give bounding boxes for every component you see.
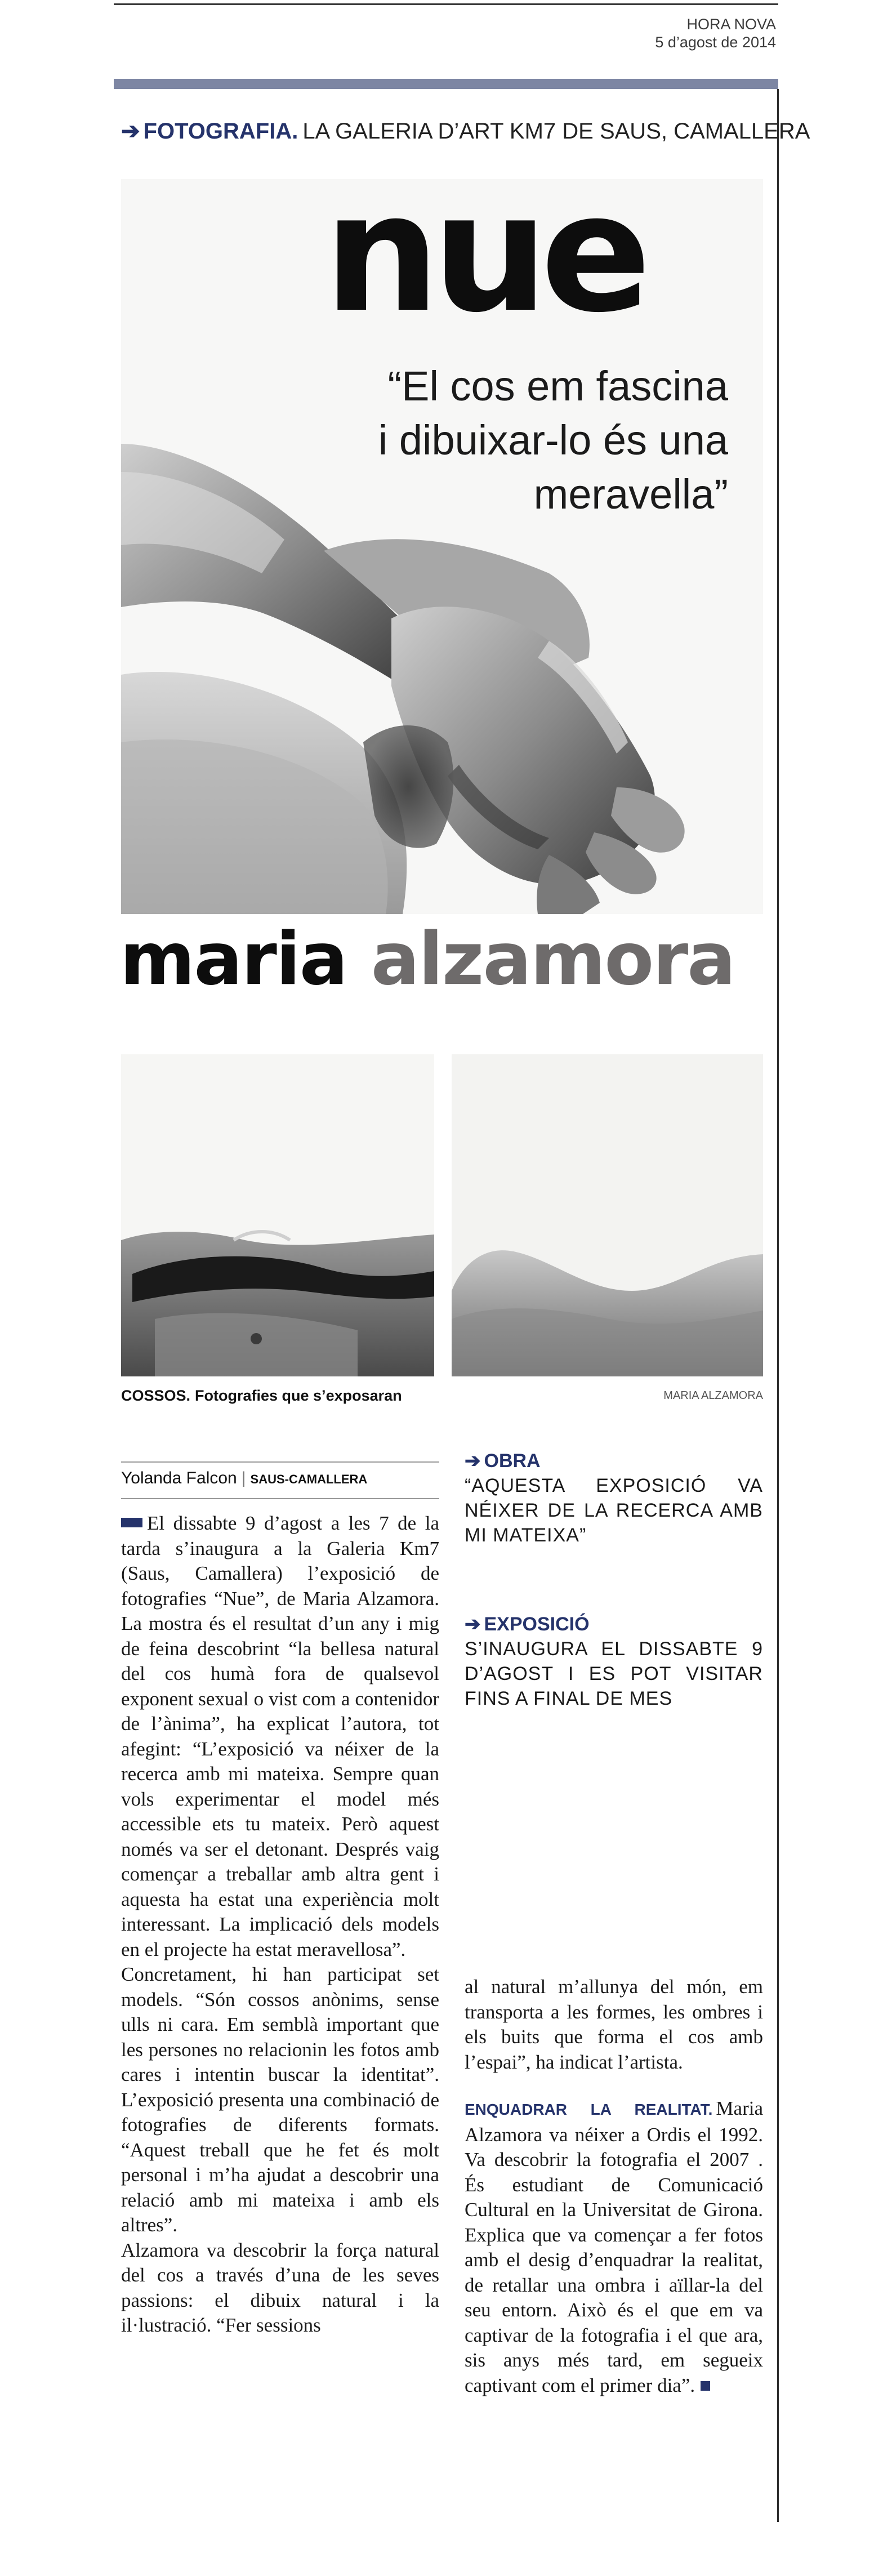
caption-text: Fotografies que s’exposaran: [195, 1387, 402, 1404]
caption-lead: COSSOS.: [121, 1387, 191, 1404]
byline-rule-bottom: [121, 1498, 439, 1499]
pull-quote-text: “AQUESTA EXPOSICIÓ VA NÉIXER DE LA RECERCA AMB MI MATEIXA”: [465, 1475, 763, 1546]
body-paragraph-text: El dissabte 9 d’agost a les 7 de la tarda s’inaugura a la Galeria Km7 (Saus, Camallera) l’exposició de fotografies “Nue”, de Maria Alzamora. La mostra és el resultat d’un any i mig de feina descobrint “la bellesa natural del cos humà fora de qualsevol exponent sexual o vist com a contenidor de l’ànima”, ha explicat l’autora, tot afegint: “L’exposició va néixer de la recerca amb mi mateixa. Sempre quan vols experimentar el model més accessible ets tu mateix. Però aquest només va ser el detonant. Després vaig començar a treballar amb altra gent i aquesta ha estat una experiència molt interessant. La implicació dels models en el projecte ha estat meravellosa”.: [121, 1512, 439, 1960]
back-photo-illustration: [452, 1054, 763, 1376]
byline: [121, 1469, 367, 1488]
body-paragraph: [121, 1511, 439, 1962]
author-name: [120, 917, 735, 1001]
body-photo-left: [121, 1054, 434, 1376]
hero-quote-line: meravella”: [533, 471, 728, 518]
hero-quote: [378, 359, 728, 522]
byline-separator: |: [241, 1469, 246, 1487]
byline-location: SAUS-CAMALLERA: [250, 1472, 368, 1486]
hero-quote-line: i dibuixar-lo és una: [378, 417, 728, 463]
pull-quote-obra: [465, 1449, 763, 1548]
publication-name: HORA NOVA: [686, 16, 776, 33]
byline-author: Yolanda Falcon: [121, 1469, 237, 1487]
hero-photo: [121, 179, 763, 914]
section-title: LA GALERIA D’ART KM7 DE SAUS, CAMALLERA: [302, 119, 810, 144]
column-rule: [777, 89, 779, 2522]
photo-caption: [121, 1387, 402, 1405]
pull-quote-kicker: EXPOSICIÓ: [484, 1614, 590, 1635]
body-paragraph: Alzamora va descobrir la força natural del cos a través d’una de les seves passions: el dibuix natural i la il·lustració. “Fer sessions: [121, 2239, 439, 2336]
arrow-right-icon: ➔: [465, 1450, 481, 1472]
article-body-right: [465, 1975, 763, 2398]
pull-quote-kicker: OBRA: [484, 1450, 541, 1472]
section-headline: [121, 118, 810, 144]
start-square-icon: [121, 1518, 142, 1527]
photo-credit: MARIA ALZAMORA: [663, 1389, 763, 1402]
arrow-right-icon: ➔: [121, 119, 140, 144]
torso-photo-illustration: [121, 1054, 434, 1376]
author-first-name: maria: [120, 917, 347, 1001]
pull-quote-exposicio: [465, 1612, 763, 1711]
hero-title: nue: [324, 179, 644, 349]
body-paragraph-text: Maria Alzamora va néixer a Ordis el 1992. Va descobrir la fotografia el 2007 . És estudiant de Comunicació Cultural en la Universitat de Girona. Explica que va començar a fer fotos amb el desig d’enquadrar la realitat, de retallar una ombra i aïllar-la del seu entorn. Això és el que em va captivar de la fotografia i el que ara, sis anys més tard, em segueix captivant com el primer dia”.: [465, 2097, 763, 2396]
hero-quote-line: “El cos em fascina: [387, 363, 728, 409]
top-rule: [114, 3, 778, 5]
author-last-name: alzamora: [371, 917, 735, 1001]
body-subhead: ENQUADRAR LA REALITAT.: [465, 2101, 713, 2118]
article-body-left: [121, 1511, 439, 2338]
body-photo-right: [452, 1054, 763, 1376]
end-square-icon: [701, 2381, 710, 2391]
pull-quote-text: S’INAUGURA EL DISSABTE 9 D’AGOST I ES POT VISITAR FINS A FINAL DE MES: [465, 1638, 763, 1709]
body-paragraph: Concretament, hi han participat set models. “Són cossos anònims, sense ulls ni cara. Em semblà important que les persones no relacionin les fotos amb cares i intentin buscar la identitat”. L’exposició presenta una combinació de fotografies de diferents formats. “Aquest treball que he fet és molt personal i m’ha ajudat a descobrir una relació amb mi mateixa i amb els altres”.: [121, 1963, 439, 2236]
publication-date: 5 d’agost de 2014: [655, 34, 776, 51]
body-paragraph: al natural m’allunya del món, em transporta a les formes, les ombres i els buits que forma el cos amb l’espai”, ha indicat l’artista.: [465, 1976, 763, 2073]
header-bar: [114, 79, 778, 89]
byline-rule-top: [121, 1461, 439, 1463]
section-kicker: FOTOGRAFIA.: [143, 119, 298, 144]
arrow-right-icon: ➔: [465, 1614, 481, 1635]
body-paragraph: [465, 2096, 763, 2398]
